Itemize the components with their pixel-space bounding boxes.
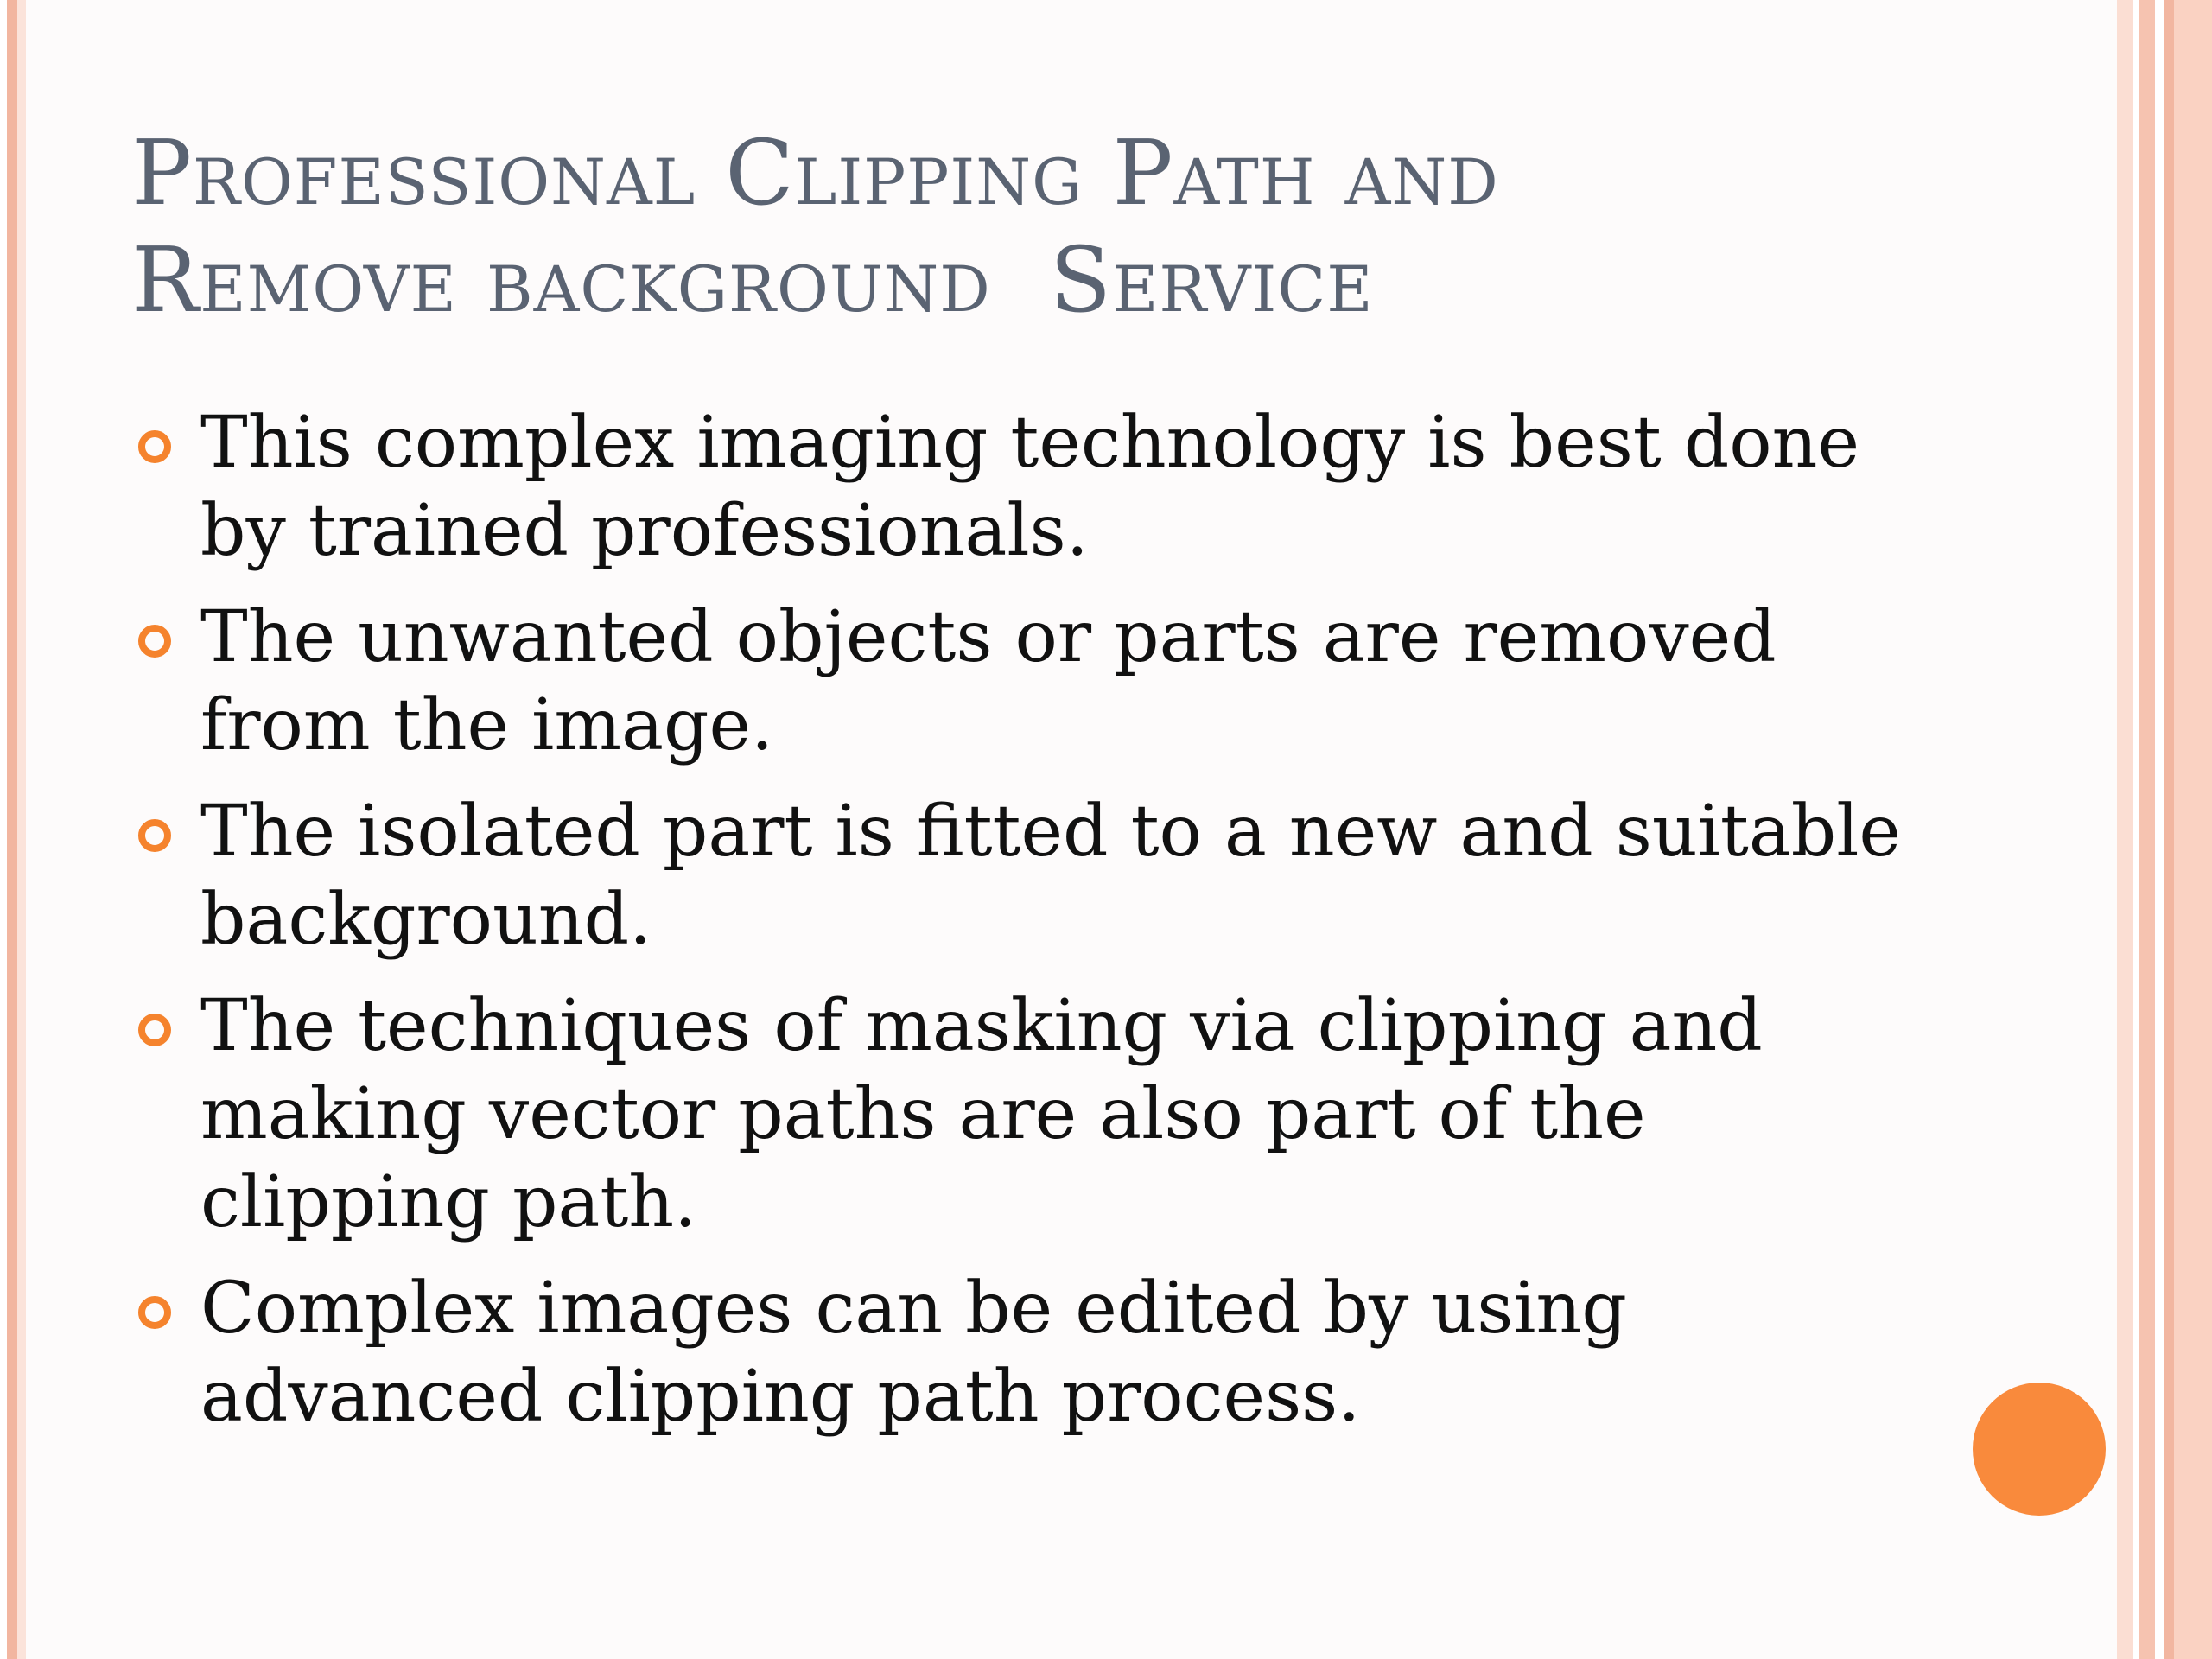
left-decorative-border	[0, 0, 26, 1659]
bullet-text: This complex imaging technology is best done by trained professionals.	[200, 402, 1859, 572]
right-stripe-1	[2117, 0, 2133, 1659]
right-stripe-3	[2139, 0, 2155, 1659]
bullet-text: The unwanted objects or parts are removed from the image.	[200, 596, 1777, 766]
ring-bullet-icon	[138, 430, 171, 463]
right-decorative-border	[2117, 0, 2212, 1659]
slide-title	[131, 119, 1946, 334]
accent-circle	[1973, 1382, 2106, 1516]
ring-bullet-icon	[138, 1296, 171, 1329]
right-stripe-6	[2174, 0, 2212, 1659]
bullet-item	[131, 399, 1911, 575]
bullet-text: The isolated part is fitted to a new and suitable background.	[200, 791, 1901, 961]
ring-bullet-icon	[138, 819, 171, 852]
right-stripe-5	[2164, 0, 2174, 1659]
right-stripe-4	[2155, 0, 2164, 1659]
bullet-item	[131, 788, 1911, 964]
right-stripe-2	[2133, 0, 2139, 1659]
bullet-item	[131, 594, 1911, 770]
bullet-item	[131, 1265, 1911, 1441]
bullet-text: The techniques of masking via clipping and making vector paths are also part of the clipping path.	[200, 985, 1763, 1243]
ring-bullet-icon	[138, 625, 171, 658]
bullet-item	[131, 982, 1911, 1247]
bullet-list	[131, 399, 1911, 1459]
title-line-1: Professional Clipping Path and	[131, 120, 1499, 226]
bullet-text: Complex images can be edited by using advanced clipping path process.	[200, 1268, 1627, 1438]
ring-bullet-icon	[138, 1014, 171, 1046]
title-line-2: Remove background Service	[131, 227, 1374, 333]
